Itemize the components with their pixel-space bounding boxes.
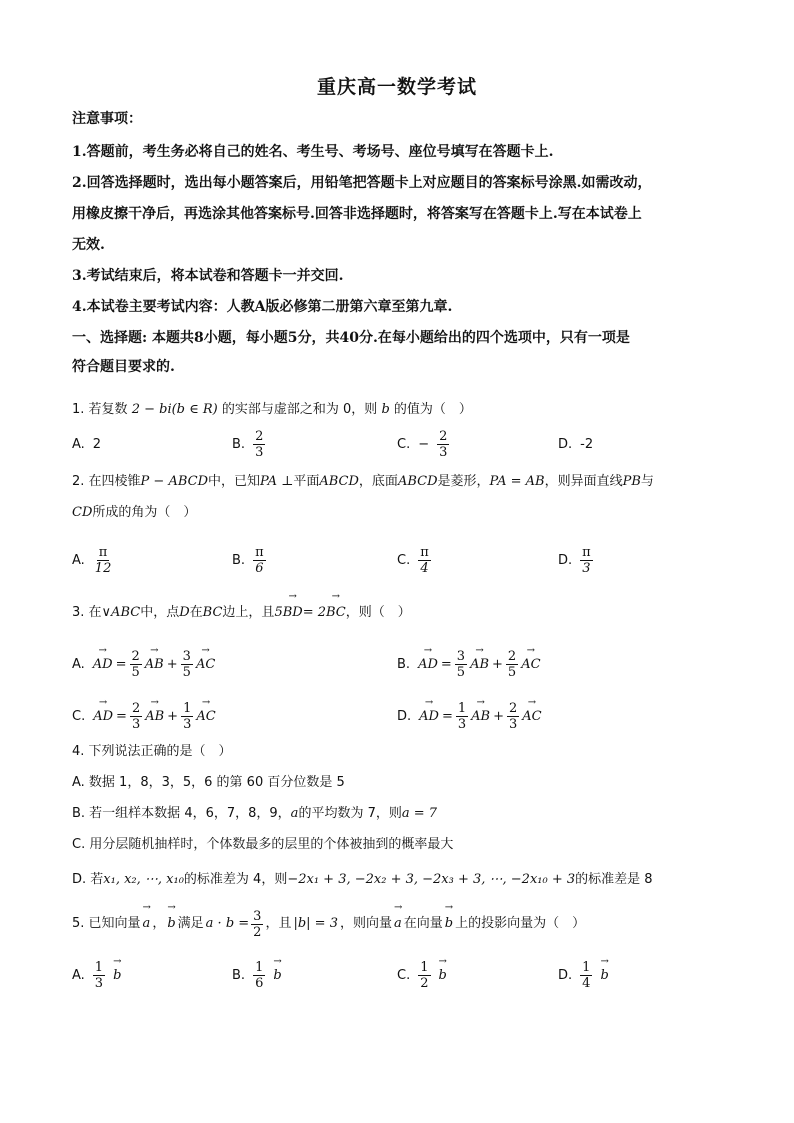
q5-text: 上的投影向量为（ ） (455, 916, 586, 931)
numerator: 3 (456, 648, 466, 664)
option-label: B. (232, 967, 246, 983)
question-5-stem (72, 906, 732, 942)
minus-sign: − (418, 436, 430, 452)
q2-text: 2. 在四棱锥 (72, 474, 141, 489)
page-title: 重庆高一数学考试 (316, 76, 477, 98)
denominator: 3 (457, 716, 467, 732)
fraction (253, 429, 265, 460)
equals: = (441, 708, 453, 724)
vector-a: → a (143, 914, 151, 934)
fraction (455, 649, 467, 680)
option-label: D. (397, 708, 412, 724)
equals: = (115, 656, 127, 672)
vector-b: → b (273, 968, 281, 983)
option-value: -2 (580, 436, 594, 452)
option-label: C. (397, 552, 411, 568)
fraction (456, 701, 468, 732)
q4-text: 的标准差为 4，则 (183, 872, 288, 887)
option-label: B. (232, 552, 246, 568)
option-label: A. (72, 552, 85, 568)
q4-math: −2x₁ + 3, −2x₂ + 3, −2x₃ + 3, ⋯, −2x₁₀ + 3 (287, 872, 576, 887)
question-3-options-cd (72, 694, 732, 738)
q3-math: ∨ABC (101, 605, 141, 620)
denominator: 4 (420, 560, 429, 576)
q5-option-d[interactable] (558, 955, 609, 995)
q2-option-a[interactable] (72, 540, 113, 580)
option-label: C. (397, 967, 411, 983)
notice-item-3: 3.考试结束后，将本试卷和答题卡一并交回. (72, 268, 344, 284)
vector-b: → b (600, 968, 608, 983)
q2-text: 平面 (293, 474, 320, 489)
q5-option-a[interactable] (72, 955, 121, 995)
vector-a: → a (394, 914, 402, 934)
q1-option-c[interactable] (397, 424, 449, 464)
q2-text: ，底面 (358, 474, 398, 489)
denominator: 4 (582, 975, 591, 991)
q3-option-d[interactable] (397, 694, 542, 738)
notice-item-4: 4.本试卷主要考试内容：人教A版必修第二册第六章至第九章. (72, 299, 453, 315)
plus: + (166, 656, 178, 672)
q3-option-a[interactable] (72, 642, 215, 686)
q2-option-c[interactable] (397, 540, 431, 580)
fraction (418, 545, 431, 576)
q1-prefix: 1. 若复数 (72, 402, 128, 417)
fraction (130, 649, 142, 680)
denominator: 12 (94, 560, 112, 576)
q1-end: 的值为（ ） (393, 402, 472, 417)
option-label: D. (558, 967, 573, 983)
fraction (253, 545, 266, 576)
q2-option-b[interactable] (232, 540, 266, 580)
q5-text: 5. 已知向量 (72, 916, 141, 931)
q4-option-b[interactable] (72, 804, 732, 824)
q3-math: 5 (274, 605, 283, 620)
q2-text: ，则异面直线 (544, 474, 623, 489)
q4-math: a = 7 (401, 806, 438, 821)
vector-b: → b (167, 914, 175, 934)
vector-ab: → AB (471, 709, 490, 724)
option-label: B. (397, 656, 411, 672)
fraction (506, 649, 518, 680)
vector-expression (418, 649, 540, 680)
q5-text: ， (152, 916, 166, 931)
q5-option-b[interactable] (232, 955, 282, 995)
fraction (93, 545, 114, 576)
q5-math: |b| = 3 (293, 916, 338, 931)
q2-math: ABCD (397, 474, 438, 489)
fraction (580, 960, 592, 991)
q4-option-c[interactable]: C. 用分层随机抽样时，个体数最多的层里的个体被抽到的概率最大 (72, 837, 454, 852)
numerator: 1 (183, 700, 192, 716)
notice-item-1: 1.答题前，考生务必将自己的姓名、考生号、考场号、座位号填写在答题卡上. (72, 144, 554, 160)
section-heading-line2: 符合题目要求的. (72, 359, 175, 375)
option-label: A. (72, 436, 85, 452)
q4-math: x₁, x₂, ⋯, x₁₀ (103, 872, 184, 887)
numerator: π (420, 544, 429, 560)
q2-math: ABCD (319, 474, 359, 489)
vector-ad: → AD (93, 709, 113, 724)
vector-ad: → AD (93, 657, 113, 672)
question-5-options (72, 955, 732, 995)
notice-item-2: 2.回答选择题时，选出每小题答案后，用铅笔把答题卡上对应题目的答案标号涂黑.如需改动， (72, 175, 652, 191)
vector-ac: → AC (196, 657, 215, 672)
question-3-stem (72, 603, 732, 623)
vector-expression (419, 701, 541, 732)
fraction (93, 960, 105, 991)
q2-text: 是菱形， (437, 474, 490, 489)
vector-ab: → AB (470, 657, 489, 672)
q3-text: ，则（ ） (345, 605, 411, 620)
q4-text: B. 若一组样本数据 4，6，7，8，9， (72, 806, 291, 821)
option-value: 2 (92, 436, 102, 452)
q5-math: a · b = (205, 916, 250, 931)
vector-bc: → BC (326, 603, 346, 623)
option-label: C. (397, 436, 411, 452)
q1-option-a[interactable] (72, 424, 101, 464)
numerator: 1 (255, 959, 264, 975)
fraction (580, 545, 593, 576)
vector-ad: → AD (418, 657, 438, 672)
numerator: π (582, 544, 591, 560)
denominator: 2 (420, 975, 429, 991)
q4-option-d[interactable] (72, 870, 732, 890)
numerator: 1 (420, 959, 429, 975)
q2-math: P − ABCD (140, 474, 209, 489)
notice-item-2-cont: 用橡皮擦干净后，再选涂其他答案标号.回答非选择题时，将答案写在答题卡上.写在本试卷上 (72, 206, 642, 222)
option-label: B. (232, 436, 246, 452)
fraction (507, 701, 519, 732)
vector-ac: → AC (196, 709, 215, 724)
q5-text: 满足 (177, 916, 204, 931)
q2-math: PA = AB (489, 474, 545, 489)
q5-text: ，则向量 (339, 916, 392, 931)
denominator: 3 (509, 716, 518, 732)
q2-math: PA ⊥ (260, 474, 294, 489)
numerator: 2 (255, 428, 264, 444)
option-label: A. (72, 967, 85, 983)
question-4-stem: 4. 下列说法正确的是（ ） (72, 744, 232, 759)
notice-heading: 注意事项： (72, 111, 142, 127)
denominator: 3 (439, 444, 448, 460)
denominator: 5 (456, 664, 466, 680)
numerator: 1 (582, 959, 591, 975)
q4-text: D. 若 (72, 872, 104, 887)
q1-suffix: 的实部与虚部之和为 0，则 (221, 402, 378, 417)
q3-option-b[interactable] (397, 642, 541, 686)
vector-expression (93, 649, 215, 680)
q2-text: 与 (640, 474, 654, 489)
q5-option-c[interactable] (397, 955, 447, 995)
q5-text: ，且 (265, 916, 292, 931)
question-1-stem (72, 400, 732, 420)
q3-text: 在 (189, 605, 203, 620)
option-label: C. (72, 708, 86, 724)
q4-text: 的平均数为 7，则 (298, 806, 402, 821)
vector-ad: → AD (419, 709, 439, 724)
q3-math: D (179, 605, 190, 620)
fraction (253, 960, 265, 991)
fraction (251, 909, 263, 940)
plus: + (492, 656, 503, 672)
option-label: D. (558, 436, 573, 452)
denominator: 3 (183, 716, 192, 732)
q3-option-c[interactable] (72, 694, 216, 738)
numerator: 1 (94, 959, 104, 975)
question-2-stem (72, 472, 732, 492)
numerator: 3 (182, 648, 191, 664)
q3-math: BC (202, 605, 223, 620)
numerator: 2 (507, 648, 517, 664)
fraction (130, 701, 142, 732)
denominator: 2 (253, 924, 262, 940)
fraction (418, 960, 430, 991)
section-heading-line1: 一、选择题: 本题共8小题，每小题5分，共40分.在每小题给出的四个选项中，只有一项是 (72, 330, 630, 346)
q4-option-a[interactable]: A. 数据 1，8，3，5，6 的第 60 百分位数是 5 (72, 775, 345, 790)
numerator: 2 (509, 700, 518, 716)
denominator: 3 (582, 560, 591, 576)
q3-text: 边上，且 (222, 605, 275, 620)
denominator: 5 (507, 664, 517, 680)
fraction (181, 701, 193, 732)
denominator: 6 (255, 560, 264, 576)
q5-text: 在向量 (403, 916, 443, 931)
question-2-options (72, 540, 732, 580)
numerator: 3 (253, 908, 262, 924)
vector-b: → b (439, 968, 447, 983)
vector-b: → b (113, 968, 121, 983)
equals: = (116, 708, 127, 724)
q1-expr: 2 − bi(b ∈ R) (131, 402, 218, 417)
denominator: 5 (131, 664, 140, 680)
numerator: 1 (457, 700, 467, 716)
q2-text: 所成的角为（ ） (92, 505, 197, 520)
plus: + (493, 708, 505, 724)
option-label: D. (558, 552, 573, 568)
q1-option-d[interactable] (558, 424, 593, 464)
denominator: 3 (131, 716, 141, 732)
vector-ac: → AC (521, 657, 540, 672)
option-label: A. (72, 656, 85, 672)
q3-text: 中，点 (140, 605, 180, 620)
vector-expression (93, 701, 215, 732)
q2-math: PB (622, 474, 641, 489)
q1-var: b (381, 402, 390, 417)
fraction (181, 649, 193, 680)
q3-text: 3. 在 (72, 605, 102, 620)
vector-ac: → AC (522, 709, 541, 724)
q2-math: CD (72, 505, 93, 520)
numerator: π (98, 544, 108, 560)
vector-ab: → AB (145, 657, 164, 672)
q2-option-d[interactable] (558, 540, 593, 580)
numerator: 2 (439, 428, 448, 444)
numerator: 2 (131, 700, 141, 716)
denominator: 5 (182, 664, 191, 680)
question-2-stem-cont (72, 503, 732, 523)
denominator: 3 (94, 975, 104, 991)
q2-text: 中，已知 (208, 474, 261, 489)
q4-math: a (290, 806, 299, 821)
denominator: 3 (255, 444, 264, 460)
vector-bd: → BD (283, 603, 303, 623)
plus: + (167, 708, 179, 724)
q1-option-b[interactable] (232, 424, 265, 464)
fraction (437, 429, 449, 460)
q4-text: 的标准差是 8 (575, 872, 653, 887)
vector-ab: → AB (145, 709, 164, 724)
denominator: 6 (255, 975, 264, 991)
question-1-options (72, 424, 732, 464)
q3-math: = 2 (302, 605, 326, 620)
question-3-options-ab (72, 642, 732, 686)
numerator: π (255, 544, 264, 560)
equals: = (440, 656, 452, 672)
notice-item-2-end: 无效. (72, 237, 105, 253)
numerator: 2 (131, 648, 140, 664)
vector-b: → b (445, 914, 453, 934)
